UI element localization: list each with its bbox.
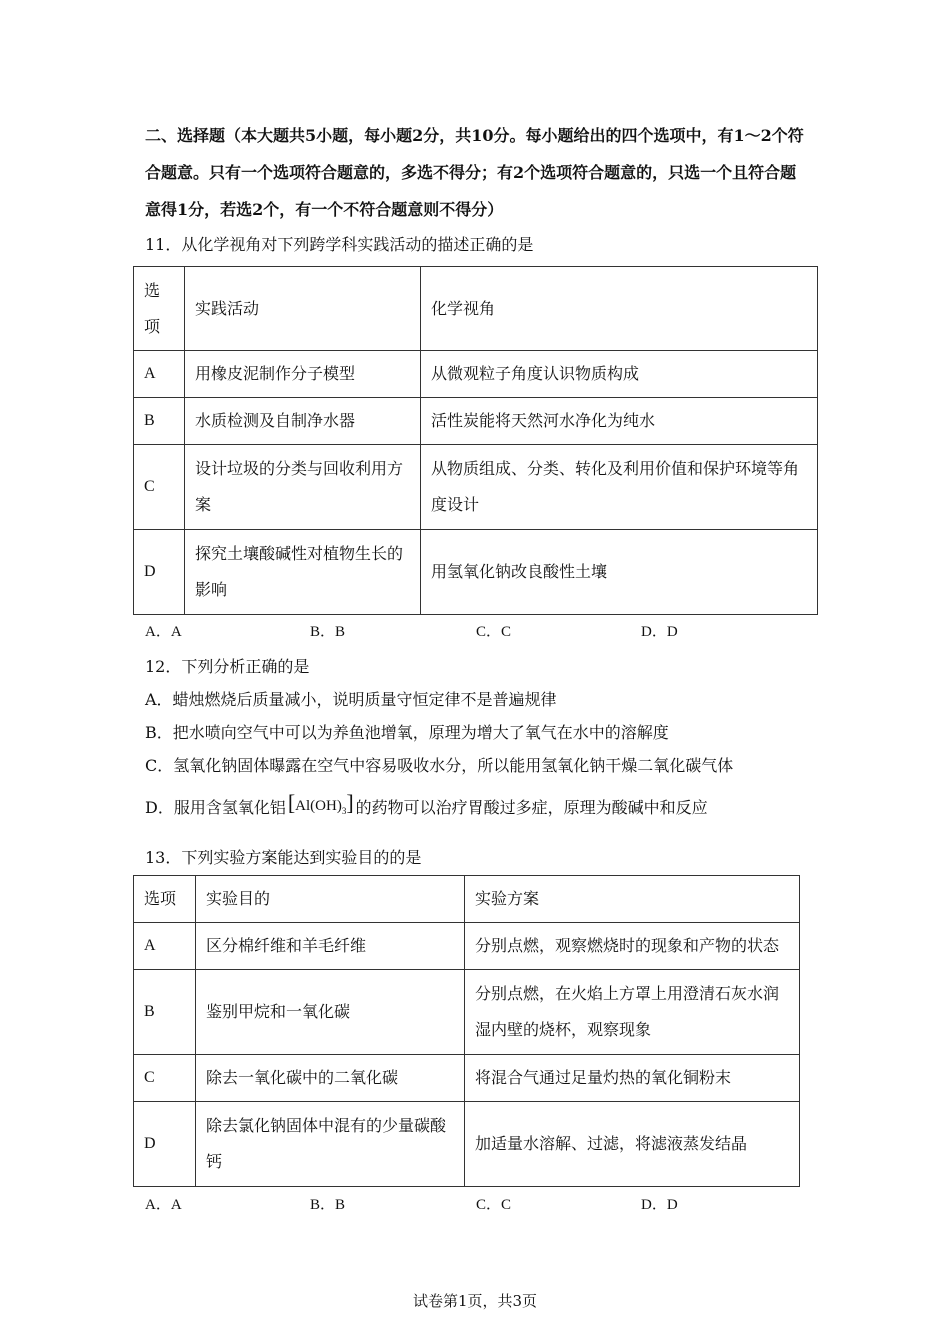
table-row xyxy=(134,923,800,970)
table-row xyxy=(134,398,818,445)
table-header-row xyxy=(134,267,818,351)
q12-option-a[interactable]: A．蜡烛燃烧后质量减小，说明质量守恒定律不是普遍规律 xyxy=(145,690,557,709)
header-activity: 实践活动 xyxy=(185,267,421,351)
row-plan: 加适量水溶解、过滤，将滤液蒸发结晶 xyxy=(465,1102,800,1187)
row-view: 从微观粒子角度认识物质构成 xyxy=(421,351,818,398)
header-option: 选项 xyxy=(134,876,196,923)
row-activity: 设计垃圾的分类与回收利用方案 xyxy=(185,445,421,530)
q12-option-c[interactable]: C．氢氧化钠固体曝露在空气中容易吸收水分，所以能用氢氧化钠干燥二氧化碳气体 xyxy=(145,756,734,775)
section-header-line2: 合题意。只有一个选项符合题意的，多选不得分；有2个选项符合题意的，只选一个且符合题 xyxy=(145,163,797,182)
q13-stem: 13．下列实验方案能达到实验目的的是 xyxy=(145,848,422,867)
row-goal: 除去氯化钠固体中混有的少量碳酸钙 xyxy=(196,1102,465,1187)
q12-d-prefix: D．服用含氢氧化铝 xyxy=(145,798,286,817)
choice-d[interactable]: D．D xyxy=(641,624,678,640)
row-option: A xyxy=(134,351,185,398)
choice-c[interactable]: C．C xyxy=(476,624,512,640)
q12-option-d[interactable] xyxy=(145,789,708,822)
table-row xyxy=(134,1055,800,1102)
q13-choices xyxy=(145,1193,845,1213)
row-activity: 用橡皮泥制作分子模型 xyxy=(185,351,421,398)
row-option: C xyxy=(134,1055,196,1102)
table-header-row xyxy=(134,876,800,923)
row-option: B xyxy=(134,970,196,1055)
formula-oh: (OH) xyxy=(310,797,342,814)
table-row xyxy=(134,351,818,398)
formula-al: Al xyxy=(295,797,311,814)
q12-d-suffix: 的药物可以治疗胃酸过多症，原理为酸碱中和反应 xyxy=(355,798,708,817)
aluminum-hydroxide-formula xyxy=(288,790,354,816)
header-option: 选 项 xyxy=(134,267,185,351)
header-view: 化学视角 xyxy=(421,267,818,351)
row-activity: 水质检测及自制净水器 xyxy=(185,398,421,445)
header-plan: 实验方案 xyxy=(465,876,800,923)
q11-choices xyxy=(145,620,845,640)
q12-option-b[interactable]: B．把水喷向空气中可以为养鱼池增氧，原理为增大了氧气在水中的溶解度 xyxy=(145,723,669,742)
q12-stem: 12．下列分析正确的是 xyxy=(145,657,310,676)
row-view: 从物质组成、分类、转化及利用价值和保护环境等角度设计 xyxy=(421,445,818,530)
row-view: 活性炭能将天然河水净化为纯水 xyxy=(421,398,818,445)
row-goal: 除去一氧化碳中的二氧化碳 xyxy=(196,1055,465,1102)
row-option: C xyxy=(134,445,185,530)
row-option: D xyxy=(134,1102,196,1187)
table-row xyxy=(134,970,800,1055)
table-row xyxy=(134,445,818,530)
choice-a[interactable]: A．A xyxy=(145,624,182,640)
formula-subscript: 3 xyxy=(341,805,347,816)
row-plan: 分别点燃，观察燃烧时的现象和产物的状态 xyxy=(465,923,800,970)
q11-table xyxy=(133,266,818,615)
row-view: 用氢氧化钠改良酸性土壤 xyxy=(421,530,818,615)
q11-stem: 11．从化学视角对下列跨学科实践活动的描述正确的是 xyxy=(145,235,534,254)
section-header-line3: 意得1分，若选2个，有一个不符合题意则不得分） xyxy=(145,200,504,219)
choice-c[interactable]: C．C xyxy=(476,1197,512,1213)
choice-d[interactable]: D．D xyxy=(641,1197,678,1213)
row-goal: 鉴别甲烷和一氧化碳 xyxy=(196,970,465,1055)
section-header-line1: 二、选择题（本大题共5小题，每小题2分，共10分。每小题给出的四个选项中，有1～2个符 xyxy=(145,126,804,145)
table-row xyxy=(134,530,818,615)
table-row xyxy=(134,1102,800,1187)
choice-b[interactable]: B．B xyxy=(310,1197,346,1213)
row-option: A xyxy=(134,923,196,970)
header-goal: 实验目的 xyxy=(196,876,465,923)
formula-bracket-open: [ xyxy=(287,789,296,815)
row-option: D xyxy=(134,530,185,615)
row-plan: 分别点燃，在火焰上方罩上用澄清石灰水润湿内壁的烧杯，观察现象 xyxy=(465,970,800,1055)
q13-table xyxy=(133,875,800,1187)
formula-bracket-close: ] xyxy=(346,789,354,815)
page-footer: 试卷第1页，共3页 xyxy=(412,1292,538,1310)
row-activity: 探究土壤酸碱性对植物生长的影响 xyxy=(185,530,421,615)
choice-a[interactable]: A．A xyxy=(145,1197,182,1213)
row-goal: 区分棉纤维和羊毛纤维 xyxy=(196,923,465,970)
row-option: B xyxy=(134,398,185,445)
choice-b[interactable]: B．B xyxy=(310,624,346,640)
row-plan: 将混合气通过足量灼热的氧化铜粉末 xyxy=(465,1055,800,1102)
